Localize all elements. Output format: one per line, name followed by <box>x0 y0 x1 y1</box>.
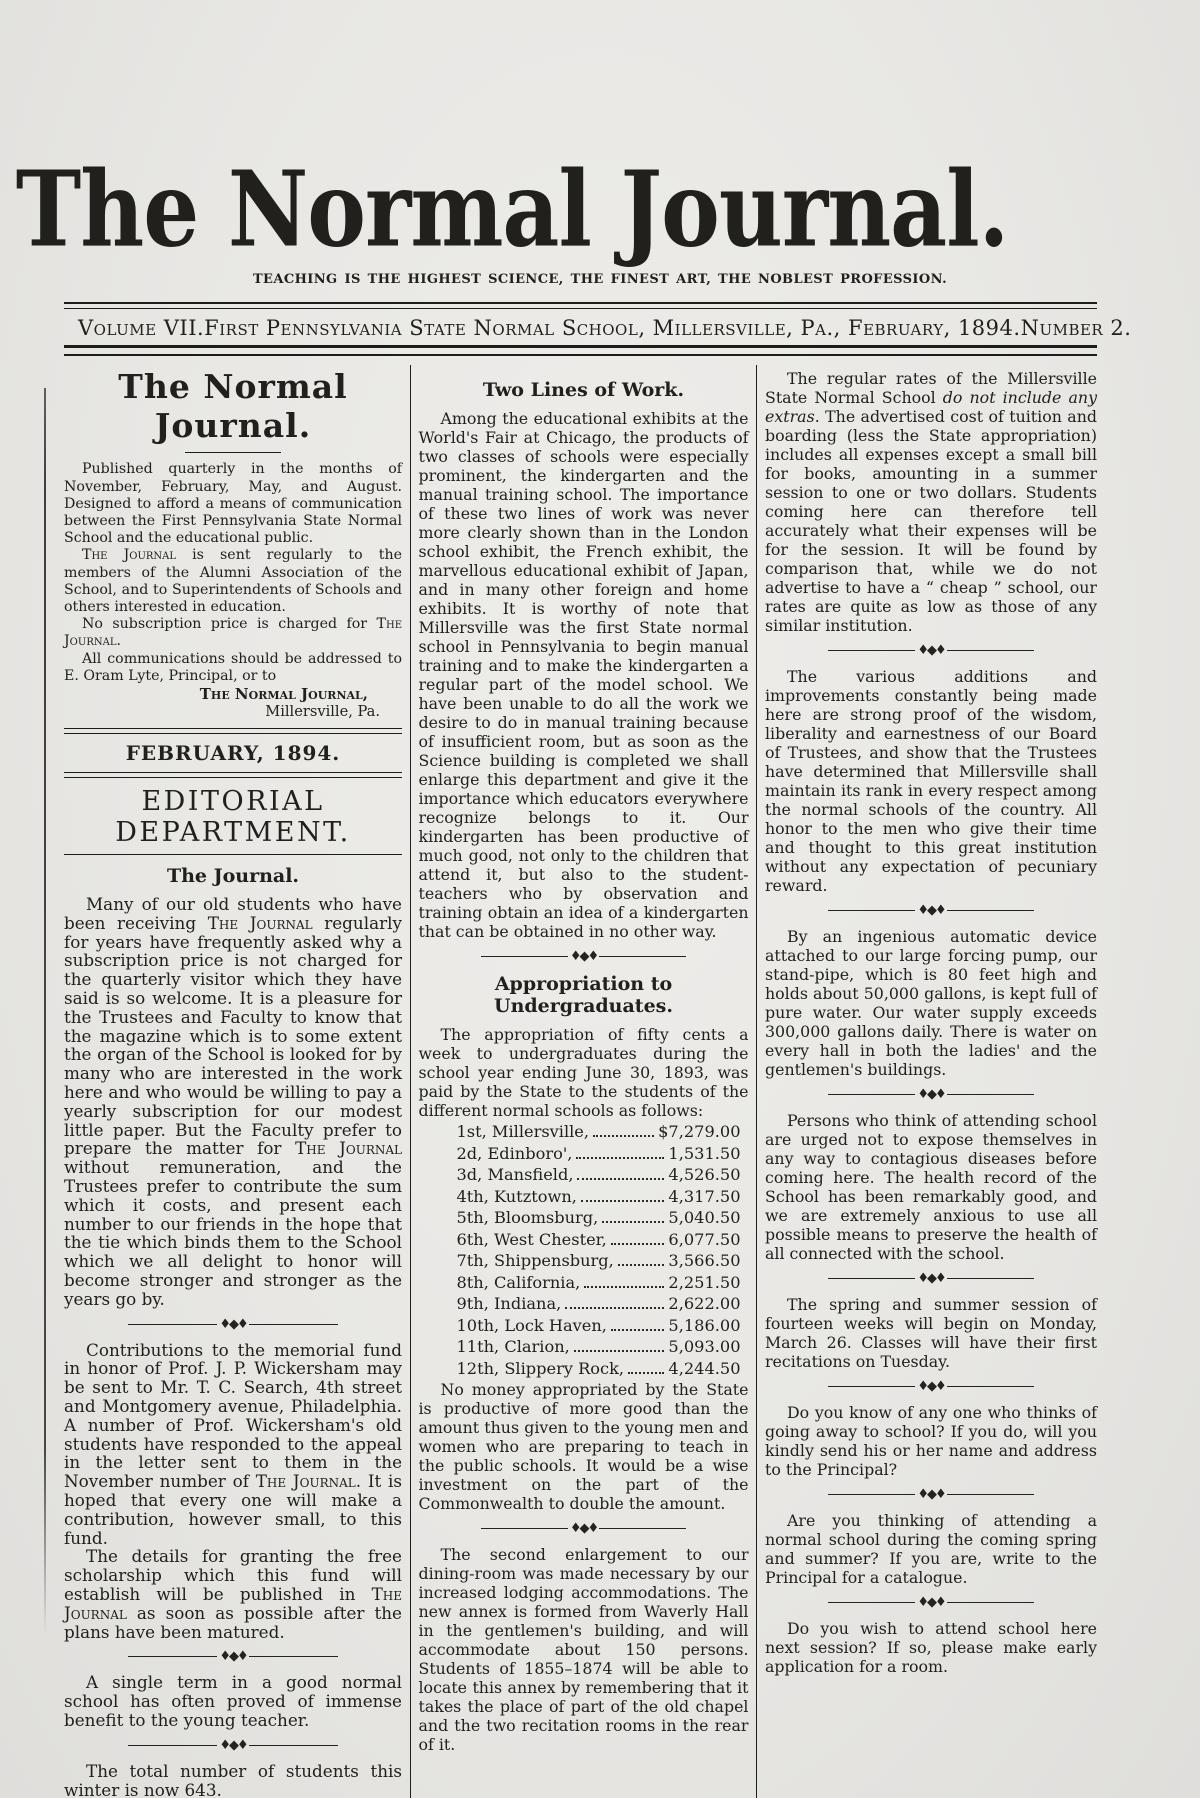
school-label: 3d, Mansfield, <box>456 1165 574 1185</box>
divider-line <box>947 1094 1034 1095</box>
dot-leader <box>602 1221 664 1223</box>
column-divider-rule <box>410 365 411 1798</box>
amount-value: 3,566.50 <box>668 1251 741 1271</box>
address-line: Millersville, Pa. <box>265 703 380 721</box>
school-label: 6th, West Chester, <box>456 1229 607 1249</box>
divider-line <box>828 1094 915 1095</box>
amount-value: 4,526.50 <box>668 1165 741 1185</box>
divider-line <box>481 1528 568 1529</box>
amount-value: 5,186.00 <box>668 1315 741 1335</box>
appropriation-row <box>457 1143 741 1165</box>
dot-leader <box>618 1264 665 1266</box>
divider-line <box>947 1602 1034 1603</box>
school-label: 4th, Kutztown, <box>456 1186 577 1206</box>
section-divider <box>828 904 1034 917</box>
editorial-paragraph: The total number of students this winter is now 643. <box>64 1760 402 1798</box>
appropriation-row <box>457 1121 741 1143</box>
section-divider <box>128 1318 338 1331</box>
diamond-ornament-icon: ♦◆♦ <box>917 1087 945 1103</box>
school-label: 12th, Slippery Rock, <box>456 1358 625 1378</box>
masthead-tagline: TEACHING IS THE HIGHEST SCIENCE, THE FINEST ART, THE NOBLEST PROFESSION. <box>252 272 947 288</box>
amount-value: 4,244.50 <box>668 1358 741 1378</box>
school-label: 5th, Bloomsburg, <box>456 1208 599 1228</box>
section-divider <box>828 644 1034 657</box>
column-3 <box>765 365 1097 1798</box>
section-divider <box>828 1088 1034 1101</box>
editorial-department-heading: EDITORIAL DEPARTMENT. <box>115 786 351 849</box>
notice-paragraph: The regular rates of the Millersville State Normal School do not include any extras. The advertised cost of tuition and boarding (less the State appropriation) includes all expenses except a small bill for books, amounting in a summer session to one or two dollars. Students coming here can therefore tell accurately what their expenses will be for the session. It will be found by comparison that, while we do not advertise to have a “ cheap ” school, our rates are quite as low as those of any similar institution. <box>765 369 1097 636</box>
appropriation-row <box>457 1250 741 1272</box>
dot-leader <box>574 1350 665 1352</box>
section-divider <box>128 1739 338 1752</box>
amount-value: 4,317.50 <box>668 1186 741 1206</box>
masthead <box>0 0 1200 287</box>
number-label: Number 2. <box>1020 316 1132 341</box>
divider-line <box>249 1324 338 1325</box>
school-label: 1st, Millersville, <box>456 1122 590 1142</box>
dot-leader <box>576 1157 664 1159</box>
date-heading: FEBRUARY, 1894. <box>125 741 341 766</box>
volume-row <box>64 309 1132 345</box>
diamond-ornament-icon: ♦◆♦ <box>219 1649 247 1665</box>
section-divider <box>828 1596 1034 1609</box>
appropriation-row <box>457 1272 741 1294</box>
dot-leader <box>577 1178 664 1180</box>
dot-leader <box>611 1243 665 1245</box>
section-divider <box>128 1650 338 1663</box>
notice-paragraph: The various additions and improvements constantly being made here are strong proof of the wisdom, liberality and earnestness of our Board of Trustees, and show that the Trustees have determined that Millersville shall maintain its rank in every respect among the normal schools of the country. All honor to the men who give their time and thought to this great institution without any expectation of pecuniary reward. <box>765 667 1097 896</box>
school-label: 10th, Lock Haven, <box>456 1315 607 1335</box>
amount-value: 2,622.00 <box>668 1294 741 1314</box>
diamond-ornament-icon: ♦◆♦ <box>917 643 945 659</box>
editorial-paragraph: A single term in a good normal school has often proved of immense benefit to the young teacher. <box>64 1672 402 1730</box>
volume-label: Volume VII. <box>78 316 205 341</box>
divider-line <box>828 650 915 651</box>
section-divider <box>481 950 686 963</box>
column-divider-rule <box>756 365 757 1798</box>
address-line: The Normal Journal, <box>199 685 368 704</box>
notice-paragraph: The spring and summer session of fourteen weeks will begin on Monday, March 26. Classes will have their first recitations on Tuesday. <box>765 1295 1097 1372</box>
divider-line <box>828 1494 915 1495</box>
divider-line <box>947 1494 1034 1495</box>
editorial-paragraph: The details for granting the free scholarship which this fund will establish will be published in The Journal as soon as possible after the plans have been matured. <box>64 1546 402 1642</box>
dot-leader <box>628 1372 664 1374</box>
appropriation-row <box>457 1229 741 1251</box>
school-label: 8th, California, <box>456 1272 581 1292</box>
dot-leader <box>565 1307 664 1309</box>
divider-line <box>828 1278 915 1279</box>
notice-paragraph: Do you know of any one who thinks of going away to school? If you do, will you kindly send his or her name and address to the Principal? <box>765 1403 1097 1480</box>
diamond-ornament-icon: ♦◆♦ <box>917 1271 945 1287</box>
divider-line <box>249 1656 338 1657</box>
dot-leader <box>593 1135 654 1137</box>
appropriation-row <box>457 1315 741 1337</box>
title-underline-rule <box>185 452 281 453</box>
diamond-ornament-icon: ♦◆♦ <box>917 1487 945 1503</box>
diamond-ornament-icon: ♦◆♦ <box>569 1521 598 1537</box>
diamond-ornament-icon: ♦◆♦ <box>917 903 945 919</box>
divider-line <box>828 1602 915 1603</box>
editorial-paragraph: Contributions to the memorial fund in honor of Prof. J. P. Wickersham may be sent to Mr. T. C. Search, 4th street and Montgomery avenue, Philadelphia. A number of Prof. Wickersham's old students have responded to the appeal in the letter sent to them in the November number of The Journal. It is hoped that every one will make a contribution, however small, to this fund. <box>64 1339 402 1548</box>
notice-paragraph: Do you wish to attend school here next session? If so, please make early application for a room. <box>765 1619 1097 1677</box>
columns <box>64 365 1097 1798</box>
dot-leader <box>584 1286 664 1288</box>
amount-value: 1,531.50 <box>668 1143 741 1163</box>
divider-line <box>128 1745 217 1746</box>
divider-line <box>128 1656 217 1657</box>
section-divider <box>481 1522 686 1535</box>
masthead-title: The Normal Journal. <box>15 147 1009 271</box>
divider-line <box>947 1278 1034 1279</box>
divider-line <box>828 1386 915 1387</box>
dot-leader <box>581 1200 665 1202</box>
diamond-ornament-icon: ♦◆♦ <box>219 1316 247 1332</box>
header-rules-block <box>64 302 1132 356</box>
page-edge-artifact <box>44 388 46 1636</box>
amount-value: 2,251.50 <box>668 1272 741 1292</box>
article-paragraph: The appropriation of fifty cents a week to undergraduates during the school year ending June 30, 1893, was paid by the State to the students of the different normal schools as follows: <box>418 1025 749 1121</box>
publication-info-paragraph: No subscription price is charged for The Journal. <box>64 616 402 650</box>
section-divider <box>828 1272 1034 1285</box>
appropriation-row <box>457 1293 741 1315</box>
section-rule <box>64 854 402 855</box>
divider-line <box>128 1324 217 1325</box>
divider-line <box>481 956 568 957</box>
article-paragraph: No money appropriated by the State is productive of more good than the amount thus given to the young men and women who are preparing to teach in the public schools. It would be a wise investment on the part of the Commonwealth to double the amount. <box>418 1380 749 1514</box>
article-paragraph: Among the educational exhibits at the World's Fair at Chicago, the products of two classes of schools were especially prominent, the kindergarten and the manual training school. The importance of these two lines of work was never more clearly shown than in the London school exhibit, the French exhibit, the marvellous educational exhibit of Japan, and in many other foreign and home exhibits. It is worthy of note that Millersville was the first State normal school in Pennsylvania to begin manual training and to make the kindergarten a regular part of the model school. We have been unable to do all the work we desire to do in manual training because of insufficient room, but as soon as the Science building is completed we shall enlarge this department and give it the importance which educators everywhere recognize belongs to it. Our kindergarten has been productive of much good, not only to the children that attend it, but also to the student-teachers who by observation and training obtain an idea of a kindergarten that can be obtained in no other way. <box>418 409 749 942</box>
dot-leader <box>611 1329 665 1331</box>
issue-line: First Pennsylvania State Normal School, Millersville, Pa., February, 1894. <box>204 316 1021 341</box>
divider-line <box>249 1745 338 1746</box>
divider-line <box>947 1386 1034 1387</box>
section-rule <box>64 728 402 734</box>
diamond-ornament-icon: ♦◆♦ <box>917 1379 945 1395</box>
notice-paragraph: By an ingenious automatic device attached to our large forcing pump, our stand-pipe, which is 80 feet high and holds about 50,000 gallons, is kept full of pure water. Our water supply exceeds 300,000 gallons daily. There is water on every hall in both the ladies' and the gentlemen's buildings. <box>765 927 1097 1080</box>
school-label: 9th, Indiana, <box>456 1294 562 1314</box>
divider-line <box>599 956 686 957</box>
section-divider <box>828 1488 1034 1501</box>
header-rule-bottom <box>64 345 1097 356</box>
publication-info-paragraph: The Journal is sent regularly to the members of the Alumni Association of the School, and to Superintendents of Schools and others interested in education. <box>64 547 402 616</box>
amount-value: 6,077.50 <box>668 1229 741 1249</box>
notice-paragraph: Persons who think of attending school are urged not to expose themselves in any way to contagious diseases before coming here. The health record of the School has been remarkably good, and we are extremely anxious to use all possible means to preserve the health of all connected with the school. <box>765 1111 1097 1264</box>
article-paragraph: The second enlargement to our dining-room was made necessary by our increased lodging accommodations. The new annex is formed from Waverly Hall in the gentlemen's building, and will accommodate about 150 persons. Students of 1855–1874 will be able to locate this annex by remembering that it takes the place of part of the old chapel and the two recitation rooms in the rear of it. <box>418 1545 749 1755</box>
appropriation-row <box>457 1186 741 1208</box>
appropriation-row <box>457 1164 741 1186</box>
article-heading: Appropriation to Undergraduates. <box>494 973 673 1018</box>
notice-paragraph: Are you thinking of attending a normal school during the coming spring and summer? If you are, write to the Principal for a catalogue. <box>765 1511 1097 1588</box>
school-label: 11th, Clarion, <box>456 1337 570 1357</box>
section-rule <box>64 772 402 778</box>
school-label: 7th, Shippensburg, <box>456 1251 614 1271</box>
header-rule-top <box>64 302 1097 309</box>
divider-line <box>947 910 1034 911</box>
diamond-ornament-icon: ♦◆♦ <box>569 949 598 965</box>
article-heading: The Journal. <box>166 865 300 888</box>
divider-line <box>599 1528 686 1529</box>
article-heading: Two Lines of Work. <box>482 379 685 402</box>
divider-line <box>947 650 1034 651</box>
appropriation-row <box>457 1207 741 1229</box>
section-divider <box>828 1380 1034 1393</box>
appropriation-row <box>457 1336 741 1358</box>
amount-value: $7,279.00 <box>658 1122 741 1142</box>
appropriation-row <box>457 1358 741 1380</box>
diamond-ornament-icon: ♦◆♦ <box>219 1737 247 1753</box>
column-2 <box>419 365 749 1798</box>
amount-value: 5,093.00 <box>668 1337 741 1357</box>
diamond-ornament-icon: ♦◆♦ <box>917 1595 945 1611</box>
editorial-paragraph: Many of our old students who have been receiving The Journal regularly for years have frequently asked why a subscription price is not charged for the quarterly visitor which they have said is so welcome. It is a pleasure for the Trustees and Faculty to know that the magazine which is to some extent the organ of the School is looked for by many who are interested in the work here and who would be willing to pay a yearly subscription for our modest little paper. But the Faculty prefer to prepare the matter for The Journal without remuneration, and the Trustees prefer to contribute the sum which it costs, and present each number to our friends in the hope that the tie which binds them to the School which we all delight to honor will become stronger and stronger as the years go by. <box>64 894 402 1309</box>
publication-info-paragraph: Published quarterly in the months of November, February, May, and August. Designed to afford a means of communication between the First Pennsylvania State Normal School and the educational public. <box>64 461 402 547</box>
publication-info-paragraph: All communications should be addressed to E. Oram Lyte, Principal, or to <box>64 650 402 684</box>
divider-line <box>828 910 915 911</box>
amount-value: 5,040.50 <box>668 1208 741 1228</box>
appropriation-list <box>457 1121 741 1379</box>
column-1 <box>64 365 402 1798</box>
journal-title-heading: The Normal Journal. <box>118 367 348 446</box>
school-label: 2d, Edinboro', <box>456 1143 573 1163</box>
